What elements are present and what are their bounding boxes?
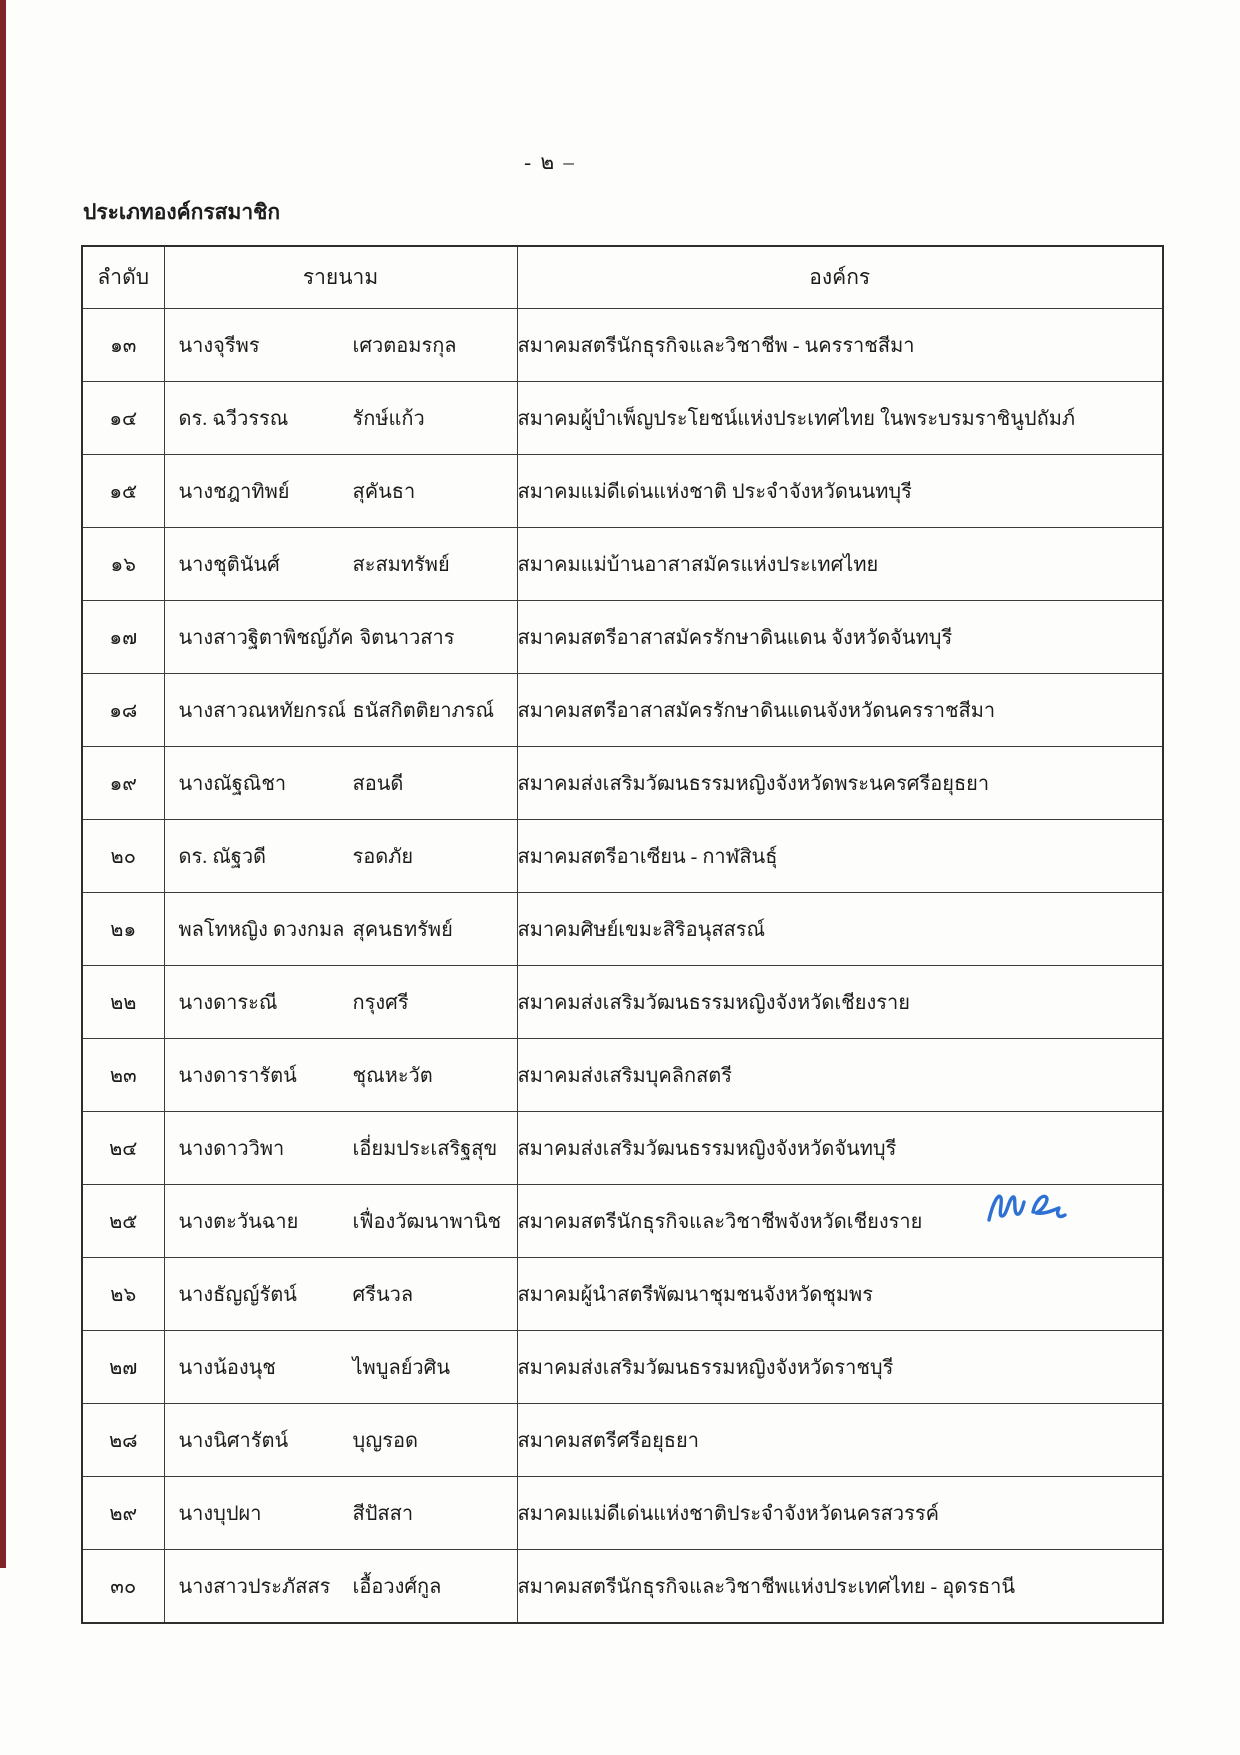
- member-name: [165, 1497, 517, 1529]
- member-name: [165, 1570, 517, 1602]
- row-name-cell: [164, 1185, 517, 1258]
- member-first-name: นางตะวันฉาย: [178, 1211, 299, 1233]
- member-first-name: นางดารารัตน์: [178, 1065, 297, 1087]
- member-last-name: เฟื่องวัฒนาพานิช: [352, 1211, 502, 1233]
- member-last-name: เอี่ยมประเสริฐสุข: [352, 1138, 498, 1160]
- member-name: [165, 475, 517, 507]
- row-index: ๒๗: [82, 1331, 164, 1404]
- row-name-cell: [164, 309, 517, 382]
- member-name: [165, 1205, 517, 1237]
- row-name-cell: [164, 1039, 517, 1112]
- table-row: [82, 382, 1163, 455]
- table-row: [82, 1039, 1163, 1112]
- table-row: [82, 601, 1163, 674]
- member-organization: สมาคมส่งเสริมวัฒนธรรมหญิงจังหวัดเชียงราย: [517, 966, 1163, 1039]
- member-last-name: รักษ์แก้ว: [352, 408, 425, 430]
- member-name: [165, 1424, 517, 1456]
- member-last-name: เอื้อวงศ์กูล: [352, 1576, 442, 1598]
- member-last-name: รอดภัย: [352, 846, 414, 868]
- table-row: [82, 1258, 1163, 1331]
- member-organization: สมาคมผู้นำสตรีพัฒนาชุมชนจังหวัดชุมพร: [517, 1258, 1163, 1331]
- row-name-cell: [164, 382, 517, 455]
- row-index: ๒๖: [82, 1258, 164, 1331]
- row-name-cell: [164, 747, 517, 820]
- member-name: [165, 767, 517, 799]
- member-name: [165, 913, 517, 945]
- member-name: [165, 548, 517, 580]
- member-last-name: ธนัสกิตติยาภรณ์: [352, 700, 495, 722]
- member-organization: สมาคมสตรีอาสาสมัครรักษาดินแดนจังหวัดนครราชสีมา: [517, 674, 1163, 747]
- member-last-name: ไพบูลย์วศิน: [352, 1357, 451, 1379]
- row-name-cell: [164, 820, 517, 893]
- row-name-cell: [164, 1550, 517, 1624]
- member-organization: สมาคมศิษย์เขมะสิริอนุสสรณ์: [517, 893, 1163, 966]
- handwritten-signature: [985, 1180, 1073, 1232]
- table-row: [82, 893, 1163, 966]
- table-row: [82, 1404, 1163, 1477]
- table-row: [82, 1477, 1163, 1550]
- row-name-cell: [164, 1477, 517, 1550]
- member-name: [165, 402, 517, 434]
- member-organization: สมาคมแม่ดีเด่นแห่งชาติ ประจำจังหวัดนนทบุรี: [517, 455, 1163, 528]
- member-organization: สมาคมส่งเสริมวัฒนธรรมหญิงจังหวัดจันทบุรี: [517, 1112, 1163, 1185]
- members-table: [81, 245, 1164, 1624]
- table-row: [82, 747, 1163, 820]
- member-organization: สมาคมผู้บำเพ็ญประโยชน์แห่งประเทศไทย ในพระบรมราชินูปถัมภ์: [517, 382, 1163, 455]
- table-row: [82, 674, 1163, 747]
- row-index: ๓๐: [82, 1550, 164, 1624]
- member-first-name: ดร. ณัฐวดี: [178, 846, 267, 868]
- member-first-name: นางชุตินันศ์: [178, 554, 280, 576]
- row-name-cell: [164, 1258, 517, 1331]
- scan-edge-artifact: [0, 0, 6, 1568]
- member-last-name: สีปัสสา: [352, 1503, 414, 1525]
- member-name: [165, 840, 517, 872]
- member-last-name: บุญรอด: [352, 1430, 418, 1452]
- row-name-cell: [164, 966, 517, 1039]
- member-name: [165, 694, 517, 726]
- member-name: [165, 1351, 517, 1383]
- table-row: [82, 1331, 1163, 1404]
- member-organization: สมาคมส่งเสริมวัฒนธรรมหญิงจังหวัดราชบุรี: [517, 1331, 1163, 1404]
- member-first-name: นางน้องนุช: [178, 1357, 276, 1379]
- member-last-name: ชุณหะวัต: [352, 1065, 433, 1087]
- table-header-row: [82, 246, 1163, 309]
- member-first-name: นางดาววิพา: [178, 1138, 285, 1160]
- member-name: [165, 621, 517, 653]
- member-name: [165, 1059, 517, 1091]
- member-first-name: นางธัญญ์รัตน์: [178, 1284, 297, 1306]
- row-index: ๒๔: [82, 1112, 164, 1185]
- member-first-name: นางนิศารัตน์: [178, 1430, 289, 1452]
- table-row: [82, 820, 1163, 893]
- row-name-cell: [164, 455, 517, 528]
- row-name-cell: [164, 1331, 517, 1404]
- member-organization: สมาคมส่งเสริมวัฒนธรรมหญิงจังหวัดพระนครศรีอยุธยา: [517, 747, 1163, 820]
- member-first-name: นางสาวฐิตาพิชญ์ภัค: [178, 627, 354, 649]
- col-header-organization: องค์กร: [517, 246, 1163, 309]
- row-index: ๒๑: [82, 893, 164, 966]
- row-index: ๒๙: [82, 1477, 164, 1550]
- member-organization: สมาคมสตรีนักธุรกิจและวิชาชีพจังหวัดเชียงราย: [517, 1185, 1163, 1258]
- member-organization: สมาคมสตรีนักธุรกิจและวิชาชีพ - นครราชสีมา: [517, 309, 1163, 382]
- section-title: ประเภทองค์กรสมาชิก: [83, 200, 281, 224]
- row-index: ๑๗: [82, 601, 164, 674]
- member-first-name: นางจุรีพร: [178, 335, 260, 357]
- row-name-cell: [164, 1404, 517, 1477]
- member-organization: สมาคมส่งเสริมบุคลิกสตรี: [517, 1039, 1163, 1112]
- row-name-cell: [164, 893, 517, 966]
- member-last-name: สุคนธทรัพย์: [352, 919, 453, 941]
- member-first-name: นางสาวประภัสสร: [178, 1576, 331, 1598]
- row-index: ๒๒: [82, 966, 164, 1039]
- member-last-name: กรุงศรี: [352, 992, 409, 1014]
- member-organization: สมาคมสตรีอาเซียน - กาฬสินธุ์: [517, 820, 1163, 893]
- member-first-name: นางสาวณหทัยกรณ์: [178, 700, 346, 722]
- table-row: [82, 966, 1163, 1039]
- member-last-name: สะสมทรัพย์: [352, 554, 450, 576]
- row-name-cell: [164, 601, 517, 674]
- member-last-name: เศวตอมรกุล: [352, 335, 457, 357]
- row-index: ๑๕: [82, 455, 164, 528]
- member-first-name: นางบุปผา: [178, 1503, 262, 1525]
- member-last-name: ศรีนวล: [352, 1284, 414, 1306]
- member-name: [165, 986, 517, 1018]
- row-name-cell: [164, 528, 517, 601]
- member-organization: สมาคมแม่ดีเด่นแห่งชาติประจำจังหวัดนครสวรรค์: [517, 1477, 1163, 1550]
- member-last-name: จิตนาวสาร: [359, 627, 455, 649]
- row-name-cell: [164, 1112, 517, 1185]
- row-index: ๒๕: [82, 1185, 164, 1258]
- member-first-name: ดร. ฉวีวรรณ: [178, 408, 289, 430]
- row-index: ๑๓: [82, 309, 164, 382]
- member-first-name: นางณัฐณิชา: [178, 773, 287, 795]
- page-number: - ๒ –: [524, 150, 576, 174]
- row-index: ๒๐: [82, 820, 164, 893]
- table-row: [82, 309, 1163, 382]
- member-first-name: นางดาระณี: [178, 992, 278, 1014]
- member-first-name: นางชฎาทิพย์: [178, 481, 290, 503]
- table-row: [82, 528, 1163, 601]
- member-organization: สมาคมสตรีอาสาสมัครรักษาดินแดน จังหวัดจันทบุรี: [517, 601, 1163, 674]
- member-last-name: สอนดี: [352, 773, 404, 795]
- member-last-name: สุคันธา: [352, 481, 416, 503]
- member-name: [165, 1278, 517, 1310]
- member-organization: สมาคมสตรีศรีอยุธยา: [517, 1404, 1163, 1477]
- row-index: ๑๙: [82, 747, 164, 820]
- member-first-name: พลโทหญิง ดวงกมล: [178, 919, 345, 941]
- row-index: ๒๘: [82, 1404, 164, 1477]
- row-index: ๑๔: [82, 382, 164, 455]
- member-organization: สมาคมสตรีนักธุรกิจและวิชาชีพแห่งประเทศไทย - อุดรธานี: [517, 1550, 1163, 1624]
- row-name-cell: [164, 674, 517, 747]
- member-name: [165, 329, 517, 361]
- row-index: ๑๖: [82, 528, 164, 601]
- col-header-index: ลำดับ: [82, 246, 164, 309]
- table-row: [82, 455, 1163, 528]
- member-name: [165, 1132, 517, 1164]
- member-organization: สมาคมแม่บ้านอาสาสมัครแห่งประเทศไทย: [517, 528, 1163, 601]
- col-header-name: รายนาม: [164, 246, 517, 309]
- table-row: [82, 1550, 1163, 1624]
- row-index: ๒๓: [82, 1039, 164, 1112]
- row-index: ๑๘: [82, 674, 164, 747]
- table-row: [82, 1112, 1163, 1185]
